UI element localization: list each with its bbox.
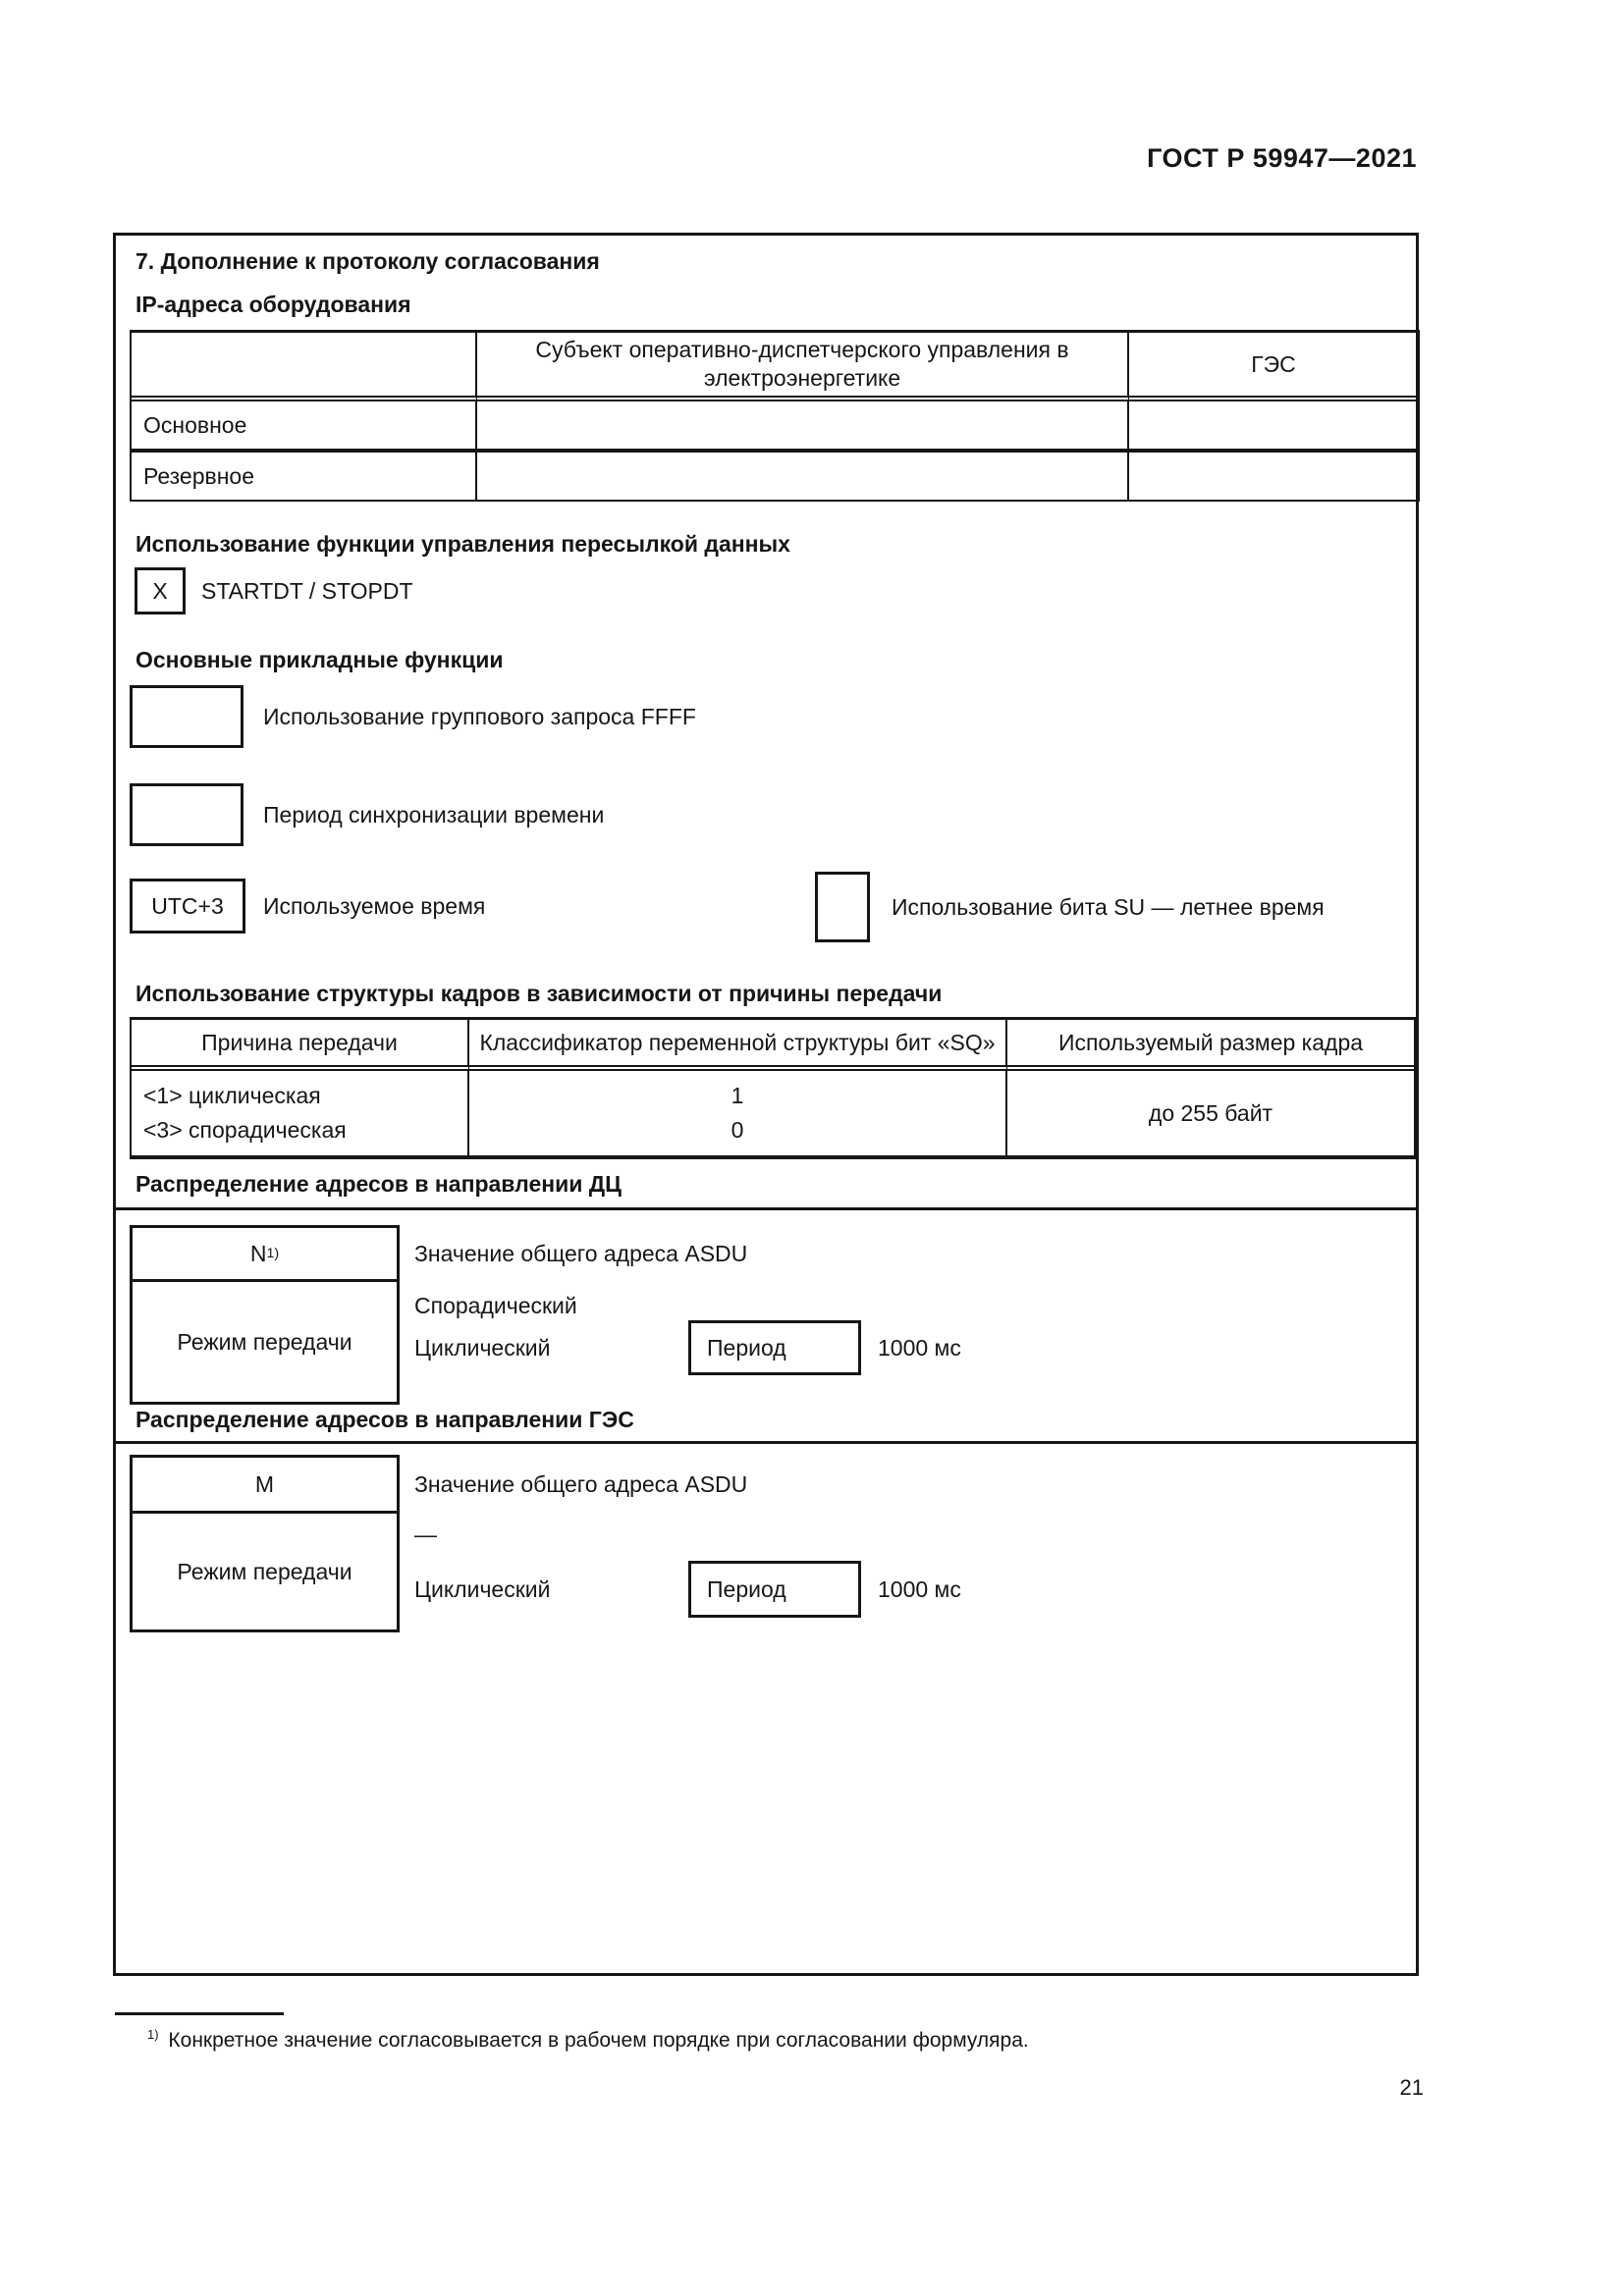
footnote-marker: 1) (147, 2027, 159, 2042)
dc-period-box: Период (688, 1320, 861, 1375)
ip-table-row-main-label: Основное (132, 401, 477, 453)
footnote-text: Конкретное значение согласовывается в рабочем порядке при согласовании формуляра. (168, 2029, 1029, 2052)
startdt-label: STARTDT / STOPDT (201, 577, 413, 604)
data-transfer-title: Использование функции управления пересылкой данных (135, 531, 790, 557)
ges-section-divider (116, 1441, 1416, 1444)
timezone-label: Используемое время (263, 892, 486, 919)
dc-mode-box: Режим передачи (130, 1279, 400, 1405)
ip-table-header-empty (132, 333, 477, 401)
dc-asdu-label: Значение общего адреса ASDU (414, 1240, 748, 1266)
timezone-value-box: UTC+3 (130, 879, 245, 934)
ip-table-header-subject: Субъект оперативно-диспетчерского управления в электроэнергетике (477, 333, 1129, 401)
ges-period-box: Период (688, 1561, 861, 1618)
frame-table-size-value: до 255 байт (1148, 1099, 1273, 1126)
dc-section-title: Распределение адресов в направлении ДЦ (135, 1171, 622, 1197)
ip-table-row-backup-subject-value (477, 453, 1129, 500)
su-bit-checkbox (815, 872, 870, 942)
ip-addresses-table (130, 330, 1420, 502)
footnote-rule (115, 2012, 284, 2015)
frame-table-sq-cyclic: 1 (731, 1083, 744, 1109)
frame-table-header-sq: Классификатор переменной структуры бит «SQ» (469, 1020, 1007, 1071)
ges-mode-box: Режим передачи (130, 1511, 400, 1632)
time-sync-checkbox (130, 783, 244, 846)
frame-table-cause-cyclic: <1> циклическая (143, 1083, 321, 1109)
document-standard-header: ГОСТ Р 59947—2021 (1147, 143, 1417, 173)
section-7-title: 7. Дополнение к протоколу согласования (135, 248, 600, 274)
group-request-checkbox (130, 685, 244, 748)
frame-table-cause-sporadic: <3> спорадическая (143, 1117, 347, 1144)
ges-asdu-value-box: M (130, 1455, 400, 1514)
ges-cyclic-label: Циклический (414, 1575, 551, 1602)
ip-table-row-main-ges-value (1129, 401, 1418, 453)
ges-asdu-label: Значение общего адреса ASDU (414, 1470, 748, 1497)
ges-sporadic-value: — (414, 1521, 437, 1547)
ip-table-row-backup-label: Резервное (132, 453, 477, 500)
frame-table-header-cause: Причина передачи (132, 1020, 469, 1071)
ip-table-row-backup-ges-value (1129, 453, 1418, 500)
group-request-label: Использование группового запроса FFFF (263, 703, 696, 729)
dc-period-value: 1000 мс (878, 1334, 961, 1361)
protocol-form-box (113, 233, 1419, 1976)
ges-period-value: 1000 мс (878, 1575, 961, 1602)
frame-structure-title: Использование структуры кадров в зависимости от причины передачи (135, 981, 943, 1006)
page-number: 21 (1399, 2075, 1424, 2100)
app-functions-title: Основные прикладные функции (135, 647, 504, 672)
dc-cyclic-label: Циклический (414, 1334, 551, 1361)
startdt-checkbox: X (135, 567, 186, 614)
frame-table-sq-column (469, 1071, 1007, 1155)
dc-section-divider (116, 1207, 1416, 1210)
su-bit-label: Использование бита SU — летнее время (892, 893, 1325, 920)
ip-table-header-ges: ГЭС (1129, 333, 1418, 401)
dc-sporadic-label: Спорадический (414, 1292, 577, 1318)
dc-asdu-value-box: N 1) (130, 1225, 400, 1282)
footnote (147, 2028, 1326, 2054)
frame-structure-table (130, 1017, 1416, 1159)
frame-table-sq-sporadic: 0 (731, 1117, 744, 1144)
ip-table-row-main-subject-value (477, 401, 1129, 453)
time-sync-label: Период синхронизации времени (263, 801, 605, 828)
frame-table-header-size: Используемый размер кадра (1007, 1020, 1414, 1071)
ges-section-title: Распределение адресов в направлении ГЭС (135, 1407, 634, 1432)
ip-addresses-title: IP-адреса оборудования (135, 292, 411, 317)
frame-table-cause-column (132, 1071, 469, 1155)
